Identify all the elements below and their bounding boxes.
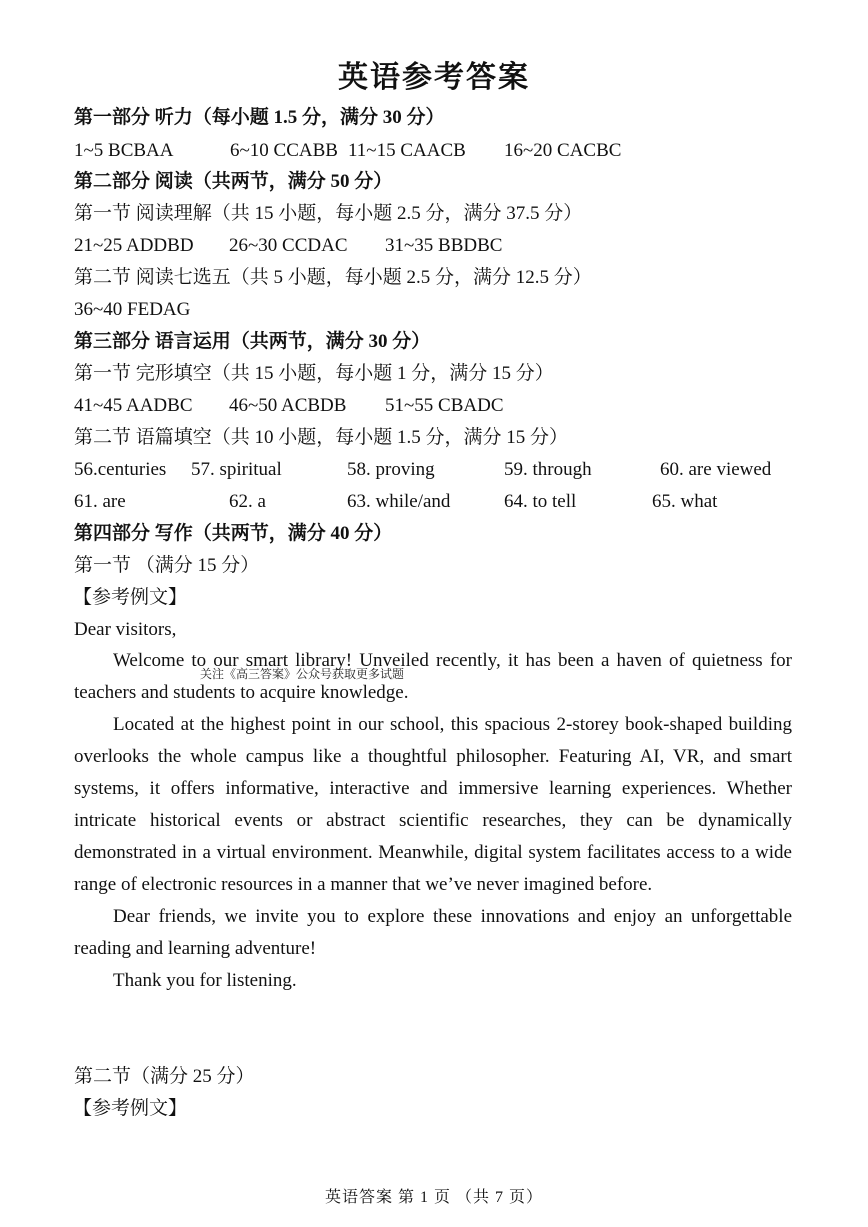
part1-heading: 第一部分 听力（每小题 1.5 分，满分 30 分）	[74, 107, 445, 128]
cloze-answer: 56.centuries	[74, 459, 167, 480]
part2-section2-heading: 第二节 阅读七选五（共 5 小题，每小题 2.5 分，满分 12.5 分）	[74, 267, 592, 288]
cloze-answer: 64. to tell	[504, 491, 577, 512]
answer-group: 41~45 AADBC	[74, 395, 193, 416]
answer-group: 36~40 FEDAG	[74, 299, 191, 320]
answer-group: 26~30 CCDAC	[229, 235, 348, 256]
cloze-answer: 58. proving	[347, 459, 435, 480]
part4-section1-heading: 第一节 （满分 15 分）	[74, 555, 260, 576]
sample-essay-label: 【参考例文】	[73, 1098, 188, 1119]
answer-group: 1~5 BCBAA	[74, 140, 174, 161]
part3-section1-heading: 第一节 完形填空（共 15 小题，每小题 1 分，满分 15 分）	[74, 363, 554, 384]
answer-group: 11~15 CAACB	[348, 140, 466, 161]
part3-section2-heading: 第二节 语篇填空（共 10 小题，每小题 1.5 分，满分 15 分）	[74, 427, 569, 448]
page-title: 英语参考答案	[338, 61, 530, 94]
part3-heading: 第三部分 语言运用（共两节，满分 30 分）	[74, 331, 431, 352]
sample-essay-label: 【参考例文】	[73, 587, 188, 608]
part2-section1-heading: 第一节 阅读理解（共 15 小题，每小题 2.5 分，满分 37.5 分）	[74, 203, 583, 224]
cloze-answer: 63. while/and	[347, 491, 451, 512]
cloze-answer: 59. through	[504, 459, 592, 480]
essay-paragraph: Located at the highest point in our school, this spacious 2-storey book-shaped building overlooks the whole campus like a thoughtful philosopher. Featuring AI, VR, and smart systems, it offers informative, interactive and immersive learning experiences. Whether intricate historical events or abstract scientific researches, they can be dynamically demonstrated in a virtual environment. Meanwhile, digital system facilitates access to a wide range of electronic resources in a manner that we’ve never imagined before.	[74, 714, 792, 895]
part2-heading: 第二部分 阅读（共两节，满分 50 分）	[74, 171, 393, 192]
part4-section2-heading: 第二节（满分 25 分）	[74, 1066, 255, 1087]
cloze-answer: 65. what	[652, 491, 718, 512]
answer-group: 31~35 BBDBC	[385, 235, 503, 256]
answer-group: 6~10 CCABB	[230, 140, 338, 161]
cloze-answer: 60. are viewed	[660, 459, 772, 480]
essay-paragraph: Welcome to our smart library! Unveiled recently, it has been a haven of quietness for teachers and students to acquire knowledge.	[74, 650, 792, 703]
cloze-answer: 61. are	[74, 491, 126, 512]
essay-paragraph: Dear friends, we invite you to explore these innovations and enjoy an unforgettable reading and learning adventure!	[74, 906, 792, 959]
answer-group: 46~50 ACBDB	[229, 395, 347, 416]
watermark-text: 关注《高三答案》公众号获取更多试题	[200, 667, 405, 681]
answer-group: 21~25 ADDBD	[74, 235, 194, 256]
cloze-answer: 62. a	[229, 491, 266, 512]
essay-paragraph: Thank you for listening.	[113, 970, 297, 991]
answer-group: 16~20 CACBC	[504, 140, 622, 161]
letter-greeting: Dear visitors,	[74, 619, 177, 640]
answer-group: 51~55 CBADC	[385, 395, 504, 416]
page-footer: 英语答案 第 1 页 （共 7 页）	[324, 1189, 543, 1206]
cloze-answer: 57. spiritual	[191, 459, 282, 480]
part4-heading: 第四部分 写作（共两节，满分 40 分）	[74, 523, 393, 544]
